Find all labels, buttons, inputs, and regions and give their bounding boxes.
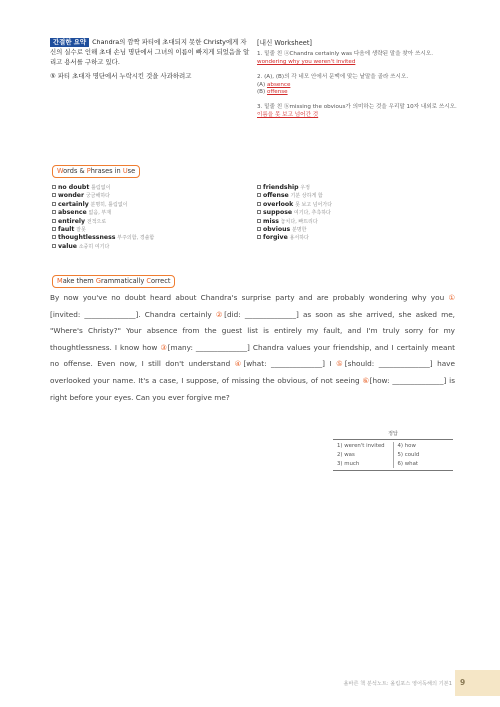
vocab-meaning: 전적으로 — [86, 218, 107, 225]
vocab-meaning: 부주의함, 경솔함 — [117, 235, 155, 242]
worksheet-block — [257, 40, 457, 127]
heading-letter: W — [57, 167, 64, 175]
answer-b-label: (B) — [257, 89, 266, 96]
question-1-text: 1. 밑줄 친 ⓐChandra certainly was 다음에 생략된 말을 찾아 쓰시오. — [257, 51, 433, 58]
worksheet-question-3 — [257, 104, 457, 119]
vocab-term: obvious — [263, 226, 291, 234]
vocab-meaning: 분명한 — [291, 227, 307, 234]
passage-text — [50, 290, 455, 406]
summary-block — [50, 38, 250, 82]
question-3-text: 3. 밑줄 친 ⓑmissing the obvious가 의미하는 것을 우리말 10자 내외로 쓰시오. — [257, 104, 457, 111]
vocab-item — [52, 209, 154, 217]
answer-a-value: absence — [266, 81, 291, 88]
heading-text: orrect — [150, 277, 171, 285]
checkbox-icon — [257, 227, 261, 231]
vocab-term: certainly — [58, 200, 89, 208]
passage-segment: [invited: ______________]. Chandra certainly — [50, 309, 216, 319]
checkbox-icon — [257, 210, 261, 214]
vocab-item — [52, 243, 154, 251]
blank-marker: ⑥ — [362, 375, 370, 385]
blank-marker: ② — [215, 309, 225, 319]
vocab-list-right — [257, 184, 332, 243]
page-number: 9 — [460, 678, 466, 687]
vocab-item — [52, 234, 154, 242]
checkbox-icon — [257, 219, 261, 223]
answer-column-right — [393, 442, 454, 468]
vocab-meaning: 우정 — [300, 185, 310, 191]
vocab-term: no doubt — [58, 184, 90, 191]
question-2-text: 2. (A), (B)의 각 네모 안에서 문맥에 맞는 낱말을 골라 쓰시오. — [257, 74, 409, 81]
page-number-box — [455, 670, 500, 696]
vocab-term: absence — [58, 209, 87, 217]
vocab-term: entirely — [58, 217, 86, 225]
vocab-item — [257, 184, 332, 192]
heading-text: se — [127, 167, 136, 175]
vocab-term: friendship — [263, 184, 299, 191]
checkbox-icon — [257, 202, 261, 206]
vocab-meaning: 분명히, 틀림없이 — [90, 201, 128, 208]
vocab-item — [52, 226, 154, 234]
checkbox-icon — [52, 185, 56, 189]
blank-marker: ① — [448, 293, 455, 302]
answer-item: 3) much — [337, 460, 360, 467]
heading-text: in — [114, 167, 123, 175]
blank-marker: ⑤ — [336, 359, 345, 369]
vocab-term: forgive — [263, 234, 288, 242]
checkbox-icon — [52, 193, 56, 197]
heading-letter: C — [146, 277, 151, 285]
vocab-term: suppose — [263, 209, 293, 217]
passage-segment: By now you've no doubt heard about Chandra's surprise party and are probably wondering why you — [50, 293, 449, 302]
answer-table — [333, 439, 453, 471]
vocab-term: wonder — [58, 192, 85, 200]
words-phrases-heading — [52, 165, 140, 178]
question-3-answer: 이름을 못 보고 넘어간 것 — [257, 111, 319, 118]
passage-segment: [did: ______________] as soon as she arrived, she asked me, "Where's Christy?" Your absence from the guest list is entirely my fault, and I'm truly sorry for my thoughtlessness. I know how — [50, 309, 455, 352]
vocab-list-left — [52, 184, 154, 251]
answer-key — [333, 430, 453, 471]
vocab-term: offense — [263, 192, 289, 200]
heading-text: & — [79, 167, 87, 175]
answer-b-value: offense — [266, 89, 288, 96]
vocab-term: miss — [263, 217, 279, 225]
heading-letter: M — [57, 277, 63, 285]
footer-book-title: 올바른 책 분석노트: 올림포스 영어독해의 기본1 — [343, 681, 452, 687]
question-2-answer-b — [257, 89, 457, 96]
question-1-answer: wondering why you weren't invited — [257, 58, 356, 65]
worksheet-question-2 — [257, 74, 457, 96]
heading-text: hrases — [90, 167, 115, 175]
answer-item: 5) could — [397, 451, 420, 458]
summary-answer: ⑤ 파티 초대자 명단에서 누락시킨 것을 사과하려고 — [50, 72, 192, 81]
worksheet-title: [내신 Worksheet] — [257, 39, 312, 47]
page-footer — [0, 670, 500, 696]
vocab-meaning: 소중히 여기다 — [78, 243, 110, 250]
heading-text: ords — [63, 167, 80, 175]
vocab-term: fault — [58, 226, 75, 234]
checkbox-icon — [257, 185, 261, 189]
passage-segment: [should: ______________] have overlooked your name. It's a case, I suppose, of missing the obvious, of not seeing — [50, 359, 455, 385]
vocab-meaning: 여기다, 추측하다 — [293, 210, 331, 217]
vocab-item — [257, 226, 332, 234]
checkbox-icon — [52, 210, 56, 214]
checkbox-icon — [257, 193, 261, 197]
answer-item: 4) how — [397, 443, 416, 449]
checkbox-icon — [52, 227, 56, 231]
answer-key-title: 정답 — [388, 431, 398, 437]
vocab-meaning: 용서하다 — [289, 235, 309, 242]
answer-item: 2) was — [337, 451, 355, 458]
heading-letter: P — [86, 167, 91, 175]
question-2-answer-a — [257, 82, 457, 89]
passage-segment: [how: ______________] is right before your eyes. Can you ever forgive me? — [50, 375, 456, 402]
checkbox-icon — [257, 235, 261, 239]
vocab-item — [257, 234, 332, 242]
answer-item: 1) weren't invited — [337, 443, 385, 449]
vocab-item — [257, 192, 332, 200]
worksheet-question-1 — [257, 51, 457, 66]
vocab-meaning: 궁금해하다 — [85, 193, 110, 200]
vocab-item — [257, 209, 332, 217]
vocab-term: overlook — [263, 200, 294, 208]
checkbox-icon — [52, 219, 56, 223]
heading-text: rammatically — [100, 277, 147, 285]
vocab-meaning: 잘못 — [76, 227, 86, 234]
checkbox-icon — [52, 244, 56, 248]
answer-column-left — [333, 442, 393, 468]
vocab-meaning: 못 보고 넘어가다 — [295, 201, 333, 208]
vocab-item — [52, 218, 154, 226]
vocab-meaning: 놓치다, 빠뜨리다 — [280, 218, 318, 225]
vocab-item — [52, 201, 154, 209]
summary-text: Chandra의 깜짝 파티에 초대되지 못한 Christy에게 자신의 실수로 인해 초대 손님 명단에서 그녀의 이름이 빠지게 되었음을 알리고 용서를 구하고 있다. — [50, 38, 250, 66]
blank-marker: ③ — [160, 342, 168, 352]
heading-text: ake them — [62, 277, 96, 285]
grammar-heading — [52, 275, 175, 288]
passage-segment: [what: ______________] I — [243, 359, 337, 369]
passage-segment: [many: ______________] Chandra values your friendship, and I certainly meant no offense. Even now, I still don't understand — [50, 342, 456, 369]
checkbox-icon — [52, 235, 56, 239]
vocab-meaning: 기분 상하게 함 — [290, 193, 323, 200]
vocab-term: value — [58, 242, 77, 250]
summary-badge: 간결한 요약 — [50, 38, 89, 47]
vocab-meaning: 없음, 부재 — [88, 210, 112, 217]
vocab-item — [257, 201, 332, 209]
checkbox-icon — [52, 202, 56, 206]
heading-letter: G — [95, 277, 101, 285]
vocab-meaning: 틀림없이 — [91, 185, 111, 191]
answer-a-label: (A) — [257, 81, 266, 88]
answer-item: 6) what — [397, 460, 418, 467]
vocab-item — [257, 218, 332, 226]
vocab-item — [52, 192, 154, 200]
heading-letter: U — [122, 167, 128, 175]
vocab-term: thoughtlessness — [58, 234, 116, 242]
vocab-item — [52, 184, 154, 192]
blank-marker: ④ — [234, 359, 244, 369]
